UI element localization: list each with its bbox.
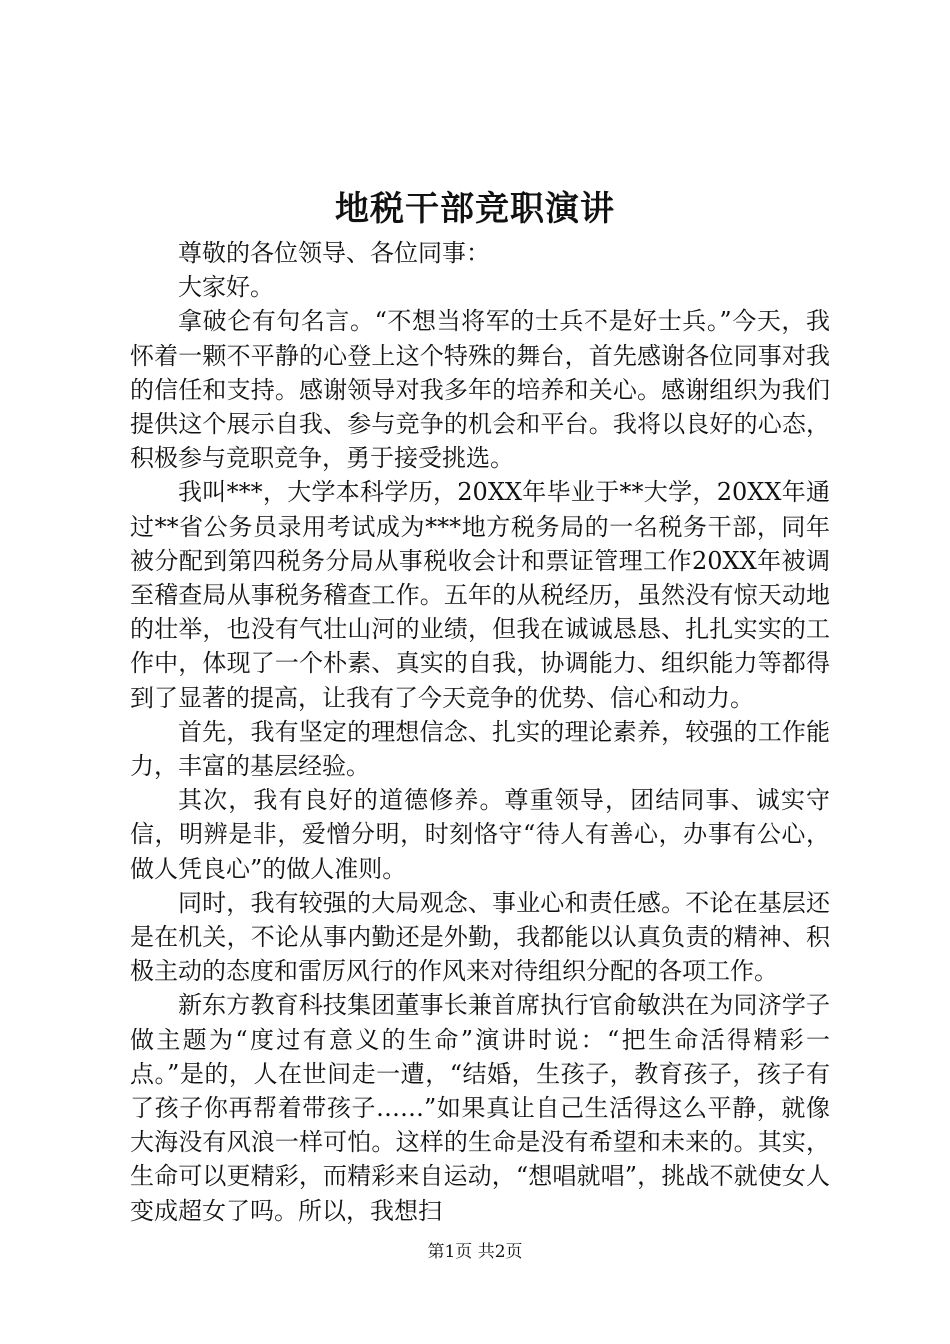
paragraph-first-strength: 首先，我有坚定的理想信念、扎实的理论素养，较强的工作能力，丰富的基层经验。 <box>130 717 830 781</box>
document-body <box>130 236 830 1228</box>
document-title: 地税干部竞职演讲 <box>335 189 615 229</box>
page-number-footer: 第1页 共2页 <box>427 1242 523 1262</box>
paragraph-background: 我叫***，大学本科学历，20XX年毕业于**大学，20XX年通过**省公务员录用考试成为***地方税务局的一名税务干部，同年被分配到第四税务分局从事税收会计和票证管理工作20XX年被调至稽查局从事税务稽查工作。五年的从税经历，虽然没有惊天动地的壮举，也没有气壮山河的业绩，但我在诚诚恳恳、扎扎实实的工作中，体现了一个朴素、真实的自我，协调能力、组织能力等都得到了显著的提高，让我有了今天竞争的优势、信心和动力。 <box>130 478 830 712</box>
paragraph-second-strength: 其次，我有良好的道德修养。尊重领导，团结同事、诚实守信，明辨是非，爱憎分明，时刻恪守“待人有善心，办事有公心，做人凭良心”的做人准则。 <box>130 786 830 883</box>
paragraph-intro: 拿破仑有句名言。“不想当将军的士兵不是好士兵。”今天，我怀着一颗不平静的心登上这个特殊的舞台，首先感谢各位同事对我的信任和支持。感谢领导对我多年的培养和关心。感谢组织为我们提供这个展示自我、参与竞争的机会和平台。我将以良好的心态，积极参与竞职竞争，勇于接受挑选。 <box>130 307 830 473</box>
paragraph-third-strength: 同时，我有较强的大局观念、事业心和责任感。不论在基层还是在机关，不论从事内勤还是外勤，我都能以认真负责的精神、积极主动的态度和雷厉风行的作风来对待组织分配的各项工作。 <box>130 888 830 986</box>
paragraph-salutation: 尊敬的各位领导、各位同事： <box>178 239 490 267</box>
paragraph-greeting: 大家好。 <box>178 273 274 302</box>
paragraph-quote: 新东方教育科技集团董事长兼首席执行官俞敏洪在为同济学子做主题为“度过有意义的生命”演讲时说：“把生命活得精彩一点。”是的，人在世间走一遭，“结婚，生孩子，教育孩子，孩子有了孩子你再帮着带孩子……”如果真让自己生活得这么平静，就像大海没有风浪一样可怕。这样的生命是没有希望和未来的。其实，生命可以更精彩，而精彩来自运动，“想唱就唱”，挑战不就使女人变成超女了吗。所以，我想扫 <box>130 991 830 1225</box>
